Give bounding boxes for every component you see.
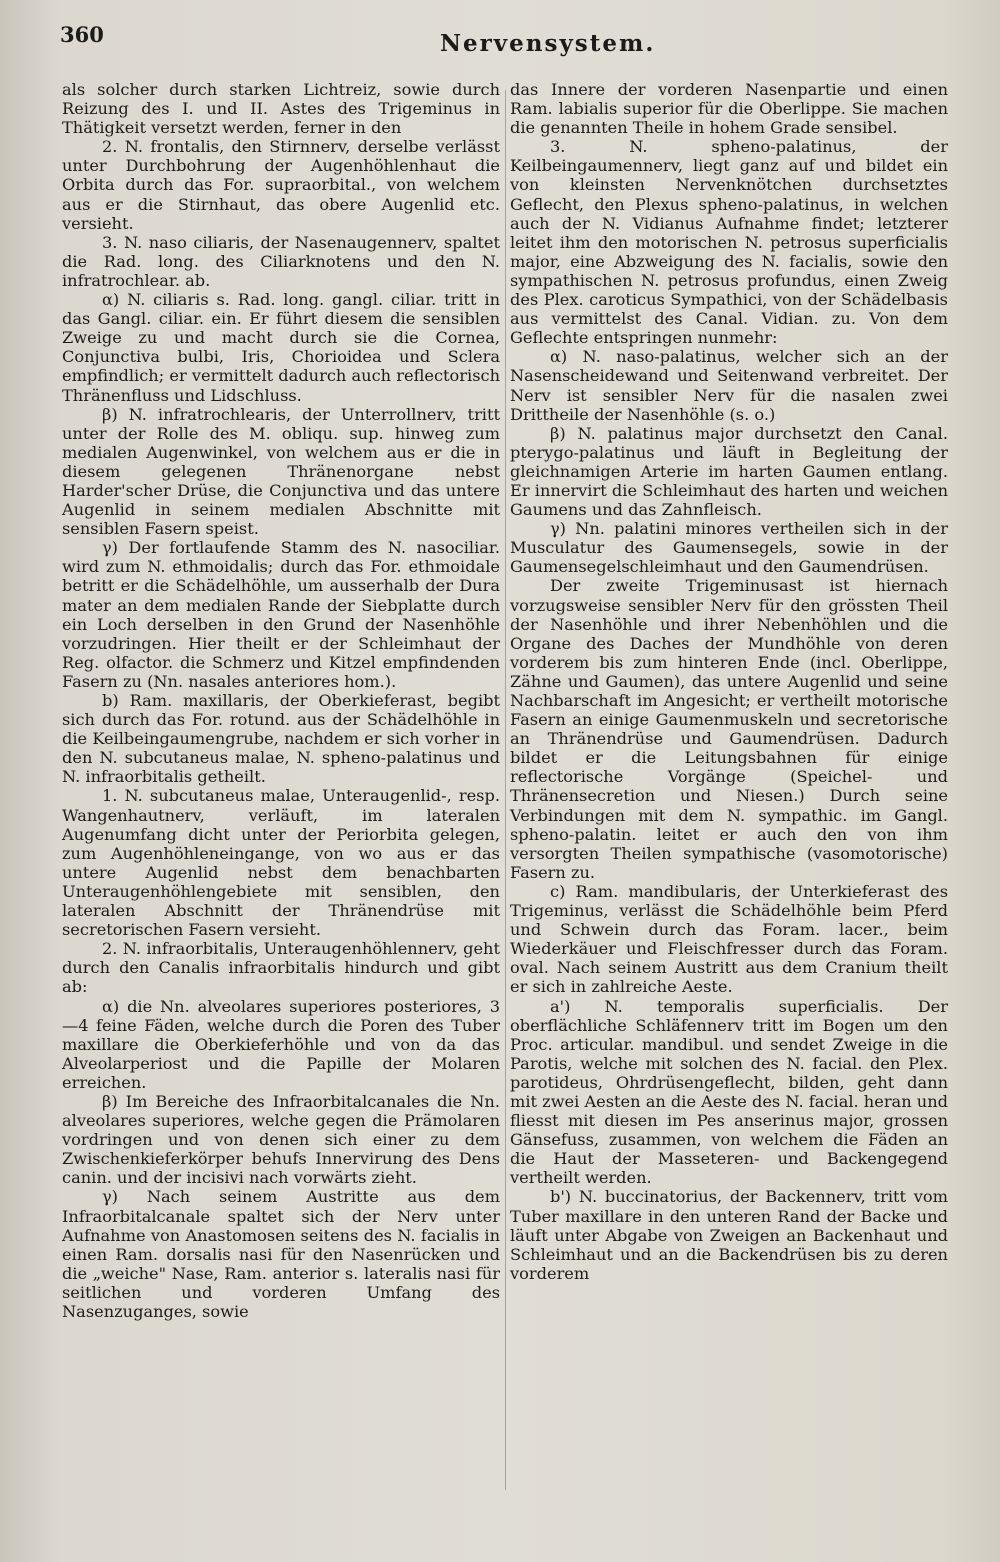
left-column xyxy=(62,80,500,1321)
right-column xyxy=(510,80,948,1283)
paragraph: b') N. buccinatorius, der Backennerv, tritt vom Tuber maxillare in den unteren Rand der Backe und läuft unter Abgabe von Zweigen an Backenhaut und Schleimhaut und an die Backendrüsen bis zu deren vorderem xyxy=(510,1187,948,1283)
paragraph: 3. N. naso ciliaris, der Nasenaugennerv, spaltet die Rad. long. des Ciliarknotens und den N. infratrochlear. ab. xyxy=(62,232,500,290)
paragraph: a') N. temporalis superficialis. Der oberflächliche Schläfennerv tritt im Bogen um den Proc. articular. mandibul. und sendet Zweige in die Parotis, welche mit solchen des N. facial. den Plex. parotideus, Ohrdrüsengeflecht, bilden, geht dann mit zwei Aesten an die Aeste des N. facial. heran und fliesst mit diesen im Pes anserinus major, grossen Gänsefuss, zusammen, von welchem die Fäden an die Haut der Masseteren- und Backengegend vertheilt werden. xyxy=(510,996,948,1188)
paragraph: β) Im Bereiche des Infraorbitalcanales die Nn. alveolares superiores, welche gegen die Prämolaren vordringen und von denen sich einer zu dem Zwischenkieferkörper behufs Innervirung des Dens canin. und der incisivi nach vorwärts zieht. xyxy=(62,1091,500,1188)
paragraph: c) Ram. mandibularis, der Unterkieferast des Trigeminus, verlässt die Schädelhöhle beim Pferd und Schwein durch das Foram. lacer., beim Wiederkäuer und Fleischfresser durch das Foram. oval. Nach seinem Austritt aus dem Cranium theilt er sich in zahlreiche Aeste. xyxy=(510,881,948,997)
paragraph: α) N. naso-palatinus, welcher sich an der Nasenscheidewand und Seitenwand verbreitet. Der Nerv ist sensibler Nerv für die nasalen zwei Drittheile der Nasenhöhle (s. o.) xyxy=(510,347,948,424)
paragraph: 2. N. infraorbitalis, Unteraugenhöhlennerv, geht durch den Canalis infraorbitalis hindurch und gibt ab: xyxy=(62,939,500,997)
paragraph: γ) Der fortlaufende Stamm des N. nasociliar. wird zum N. ethmoidalis; durch das For. ethmoidale betritt er die Schädelhöhle, um ausserhalb der Dura mater an dem medialen Rande der Siebplatte durch ein Loch derselben in den Grund der Nasenhöhle vorzudringen. Hier theilt er der Schleimhaut der Reg. olfactor. die Schmerz und Kitzel empfindenden Fasern zu (Nn. nasales anteriores hom.). xyxy=(62,538,500,691)
paragraph: γ) Nn. palatini minores vertheilen sich in der Musculatur des Gaumensegels, sowie in der Gaumensegelschleimhaut und den Gaumendrüsen. xyxy=(510,519,948,577)
paragraph: 3. N. spheno-palatinus, der Keilbeingaumennerv, liegt ganz auf und bildet ein von kleinsten Nervenknötchen durchsetztes Geflecht, den Plexus spheno-palatinus, in welchen auch der N. Vidianus Aufnahme findet; letzterer leitet ihm den motorischen N. petrosus superficialis major, eine Abzweigung des N. facialis, sowie den sympathischen N. petrosus profundus, einen Zweig des Plex. caroticus Sympathici, von der Schädelbasis aus vermittelst des Canal. Vidian. zu. Von dem Geflechte entspringen nunmehr: xyxy=(510,137,948,348)
paragraph: Der zweite Trigeminusast ist hiernach vorzugsweise sensibler Nerv für den grössten Theil der Nasenhöhle und ihrer Nebenhöhlen und die Organe des Daches der Mundhöhle von deren vorderem bis zum hinteren Ende (incl. Oberlippe, Zähne und Gaumen), das untere Augenlid und seine Nachbarschaft im Angesicht; er vertheilt motorische Fasern an einige Gaumenmuskeln und secretorische an Thränendrüse und Gaumendrüsen. Dadurch bildet er die Leitungsbahnen für einige reflectorische Vorgänge (Speichel- und Thränensecretion und Niesen.) Durch seine Verbindungen mit dem N. sympathic. im Gangl. spheno-palatin. leitet er auch den von ihm versorgten Theilen sympathische (vasomotorische) Fasern zu. xyxy=(510,576,948,882)
paragraph: b) Ram. maxillaris, der Oberkieferast, begibt sich durch das For. rotund. aus der Schädelhöhle in die Keilbeingaumengrube, nachdem er sich vorher in den N. subcutaneus malae, N. spheno-palatinus und N. infraorbitalis getheilt. xyxy=(62,691,500,787)
paragraph: α) N. ciliaris s. Rad. long. gangl. ciliar. tritt in das Gangl. ciliar. ein. Er führt diesem die sensiblen Zweige zu und macht durch sie die Cornea, Conjunctiva bulbi, Iris, Chorioidea und Sclera empfindlich; er vermittelt dadurch auch reflectorisch Thränenfluss und Lidschluss. xyxy=(62,290,500,405)
paragraph: als solcher durch starken Lichtreiz, sowie durch Reizung des I. und II. Astes des Trigeminus in Thätigkeit versetzt werden, ferner in den xyxy=(62,80,500,138)
column-divider xyxy=(505,90,506,1490)
paragraph: 2. N. frontalis, den Stirnnerv, derselbe verlässt unter Durchbohrung der Augenhöhlenhaut die Orbita durch das For. supraorbital., von welchem aus er die Stirnhaut, das obere Augenlid etc. versieht. xyxy=(62,137,500,233)
page-number: 360 xyxy=(60,22,104,47)
paragraph: α) die Nn. alveolares superiores posteriores, 3—4 feine Fäden, welche durch die Poren des Tuber maxillare die Oberkieferhöhle und von da das Alveolarperiost und die Papille der Molaren erreichen. xyxy=(62,996,500,1092)
paragraph: β) N. infratrochlearis, der Unterrollnerv, tritt unter der Rolle des M. obliqu. sup. hinweg zum medialen Augenwinkel, von welchem aus er die in diesem gelegenen Thränenorgane nebst Harder'scher Drüse, die Conjunctiva und das untere Augenlid in seinem medialen Abschnitte mit sensiblen Fasern speist. xyxy=(62,404,500,539)
page-header xyxy=(60,18,970,58)
paragraph: das Innere der vorderen Nasenpartie und einen Ram. labialis superior für die Oberlippe. Sie machen die genannten Theile in hohem Grade sensibel. xyxy=(510,80,948,138)
running-title: Nervensystem. xyxy=(440,30,656,57)
paragraph: γ) Nach seinem Austritte aus dem Infraorbitalcanale spaltet sich der Nerv unter Aufnahme von Anastomosen seitens des N. facialis in einen Ram. dorsalis nasi für den Nasenrücken und die „weiche" Nase, Ram. anterior s. lateralis nasi für seitlichen und vorderen Umfang des Nasenzuganges, sowie xyxy=(62,1187,500,1321)
paragraph: 1. N. subcutaneus malae, Unteraugenlid-, resp. Wangenhautnerv, verläuft, im lateralen Augenumfang dicht unter der Periorbita gelegen, zum Augenhöhleneingange, von wo aus er das untere Augenlid nebst dem benachbarten Unteraugenhöhlengebiete mit sensiblen, den lateralen Abschnitt der Thränendrüse mit secretorischen Fasern versieht. xyxy=(62,786,500,940)
paragraph: β) N. palatinus major durchsetzt den Canal. pterygo-palatinus und läuft in Begleitung der gleichnamigen Arterie im harten Gaumen entlang. Er innervirt die Schleimhaut des harten und weichen Gaumens und das Zahnfleisch. xyxy=(510,423,948,520)
